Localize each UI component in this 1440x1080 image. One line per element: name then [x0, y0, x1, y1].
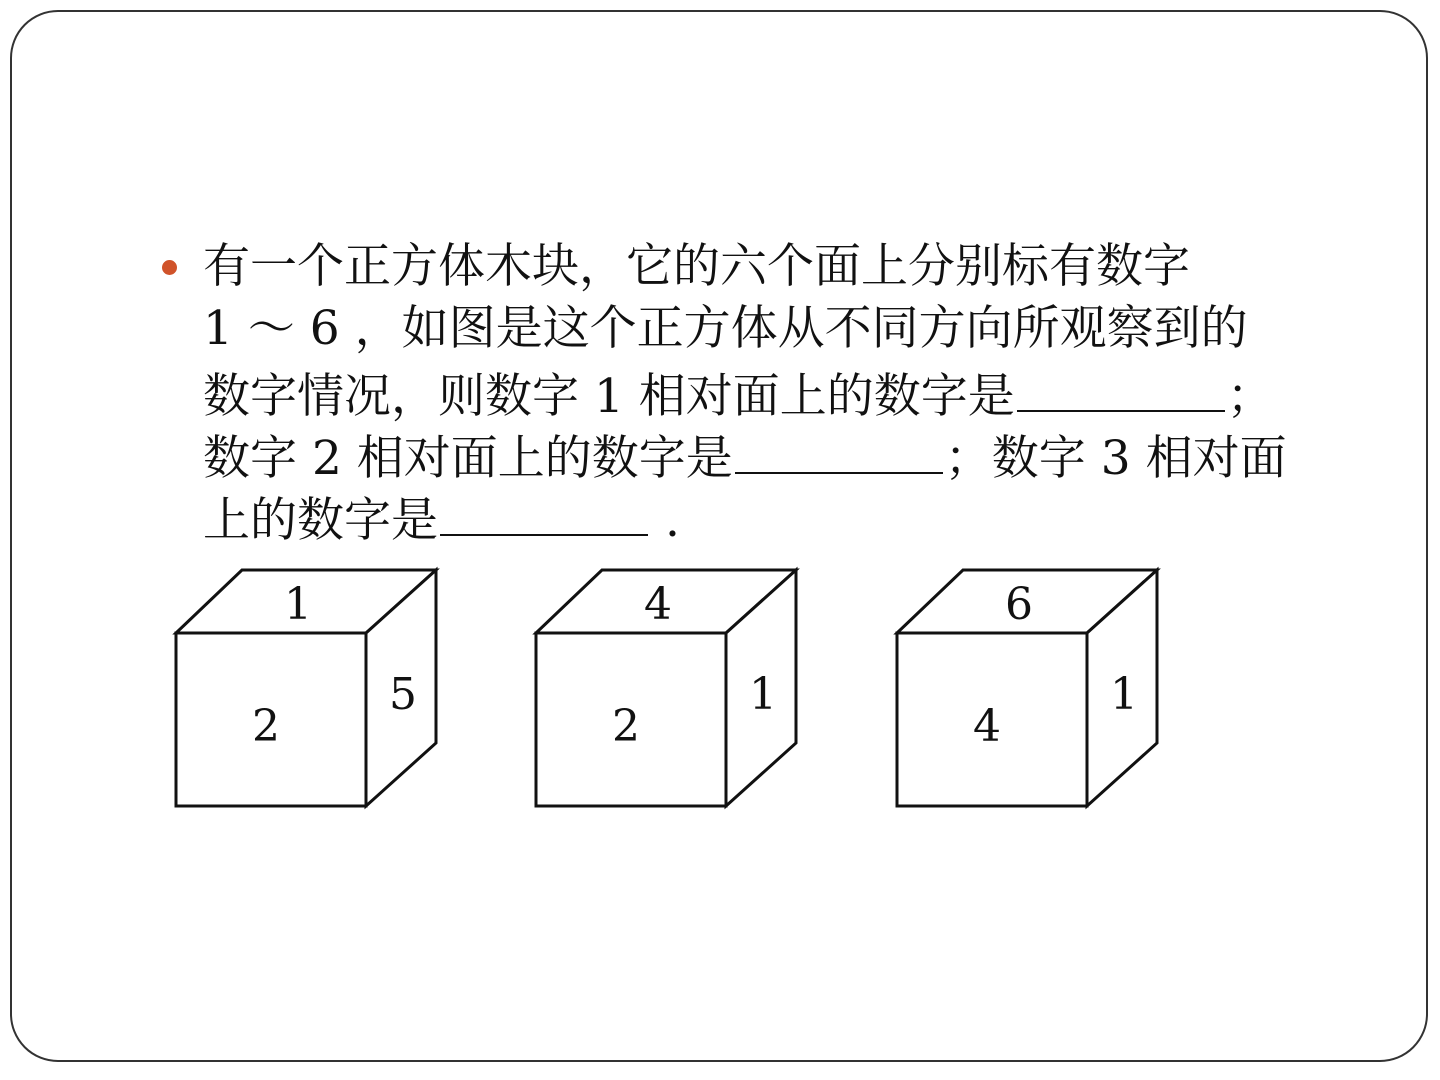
bullet-dot-icon — [162, 260, 177, 275]
answer-blank-1[interactable] — [1017, 360, 1225, 412]
cube-3-front-number: 4 — [973, 701, 1001, 752]
question-line-4 — [203, 422, 1353, 484]
question-text — [203, 236, 1353, 546]
question-line-5-end: . — [650, 493, 680, 548]
question-line-1: 有一个正方体木块，它的六个面上分别标有数字 — [203, 239, 1190, 294]
cube-3-drawing — [891, 565, 1161, 813]
question-line-4-end: ；数字 3 相对面 — [944, 431, 1287, 486]
cube-3-top-number: 6 — [1005, 579, 1033, 630]
cube-view-1 — [170, 565, 440, 813]
cube-1-top-number: 1 — [284, 579, 312, 630]
cube-2-front-number: 2 — [612, 701, 640, 752]
question-line-5 — [203, 484, 1353, 546]
cube-view-2 — [530, 565, 800, 813]
cube-1-right-number: 5 — [389, 669, 417, 720]
cube-2-drawing — [530, 565, 800, 813]
question-line-3-text: 数字情况，则数字 1 相对面上的数字是 — [203, 369, 1015, 424]
cube-1-front-number: 2 — [252, 701, 280, 752]
cube-1-drawing — [170, 565, 440, 813]
question-line-5-text: 上的数字是 — [203, 493, 438, 548]
cube-3-right-number: 1 — [1110, 669, 1138, 720]
cube-2-top-number: 4 — [644, 579, 672, 630]
cube-2-right-number: 1 — [749, 669, 777, 720]
cube-views — [170, 565, 1170, 815]
answer-blank-2[interactable] — [735, 422, 943, 474]
question-line-2: 1 ～ 6 ，如图是这个正方体从不同方向所观察到的 — [203, 301, 1248, 356]
question-line-4-text: 数字 2 相对面上的数字是 — [203, 431, 733, 486]
answer-blank-3[interactable] — [440, 484, 648, 536]
cube-view-3 — [891, 565, 1161, 813]
question-line-3-end: ； — [1226, 369, 1274, 424]
question-line-3 — [203, 360, 1353, 422]
